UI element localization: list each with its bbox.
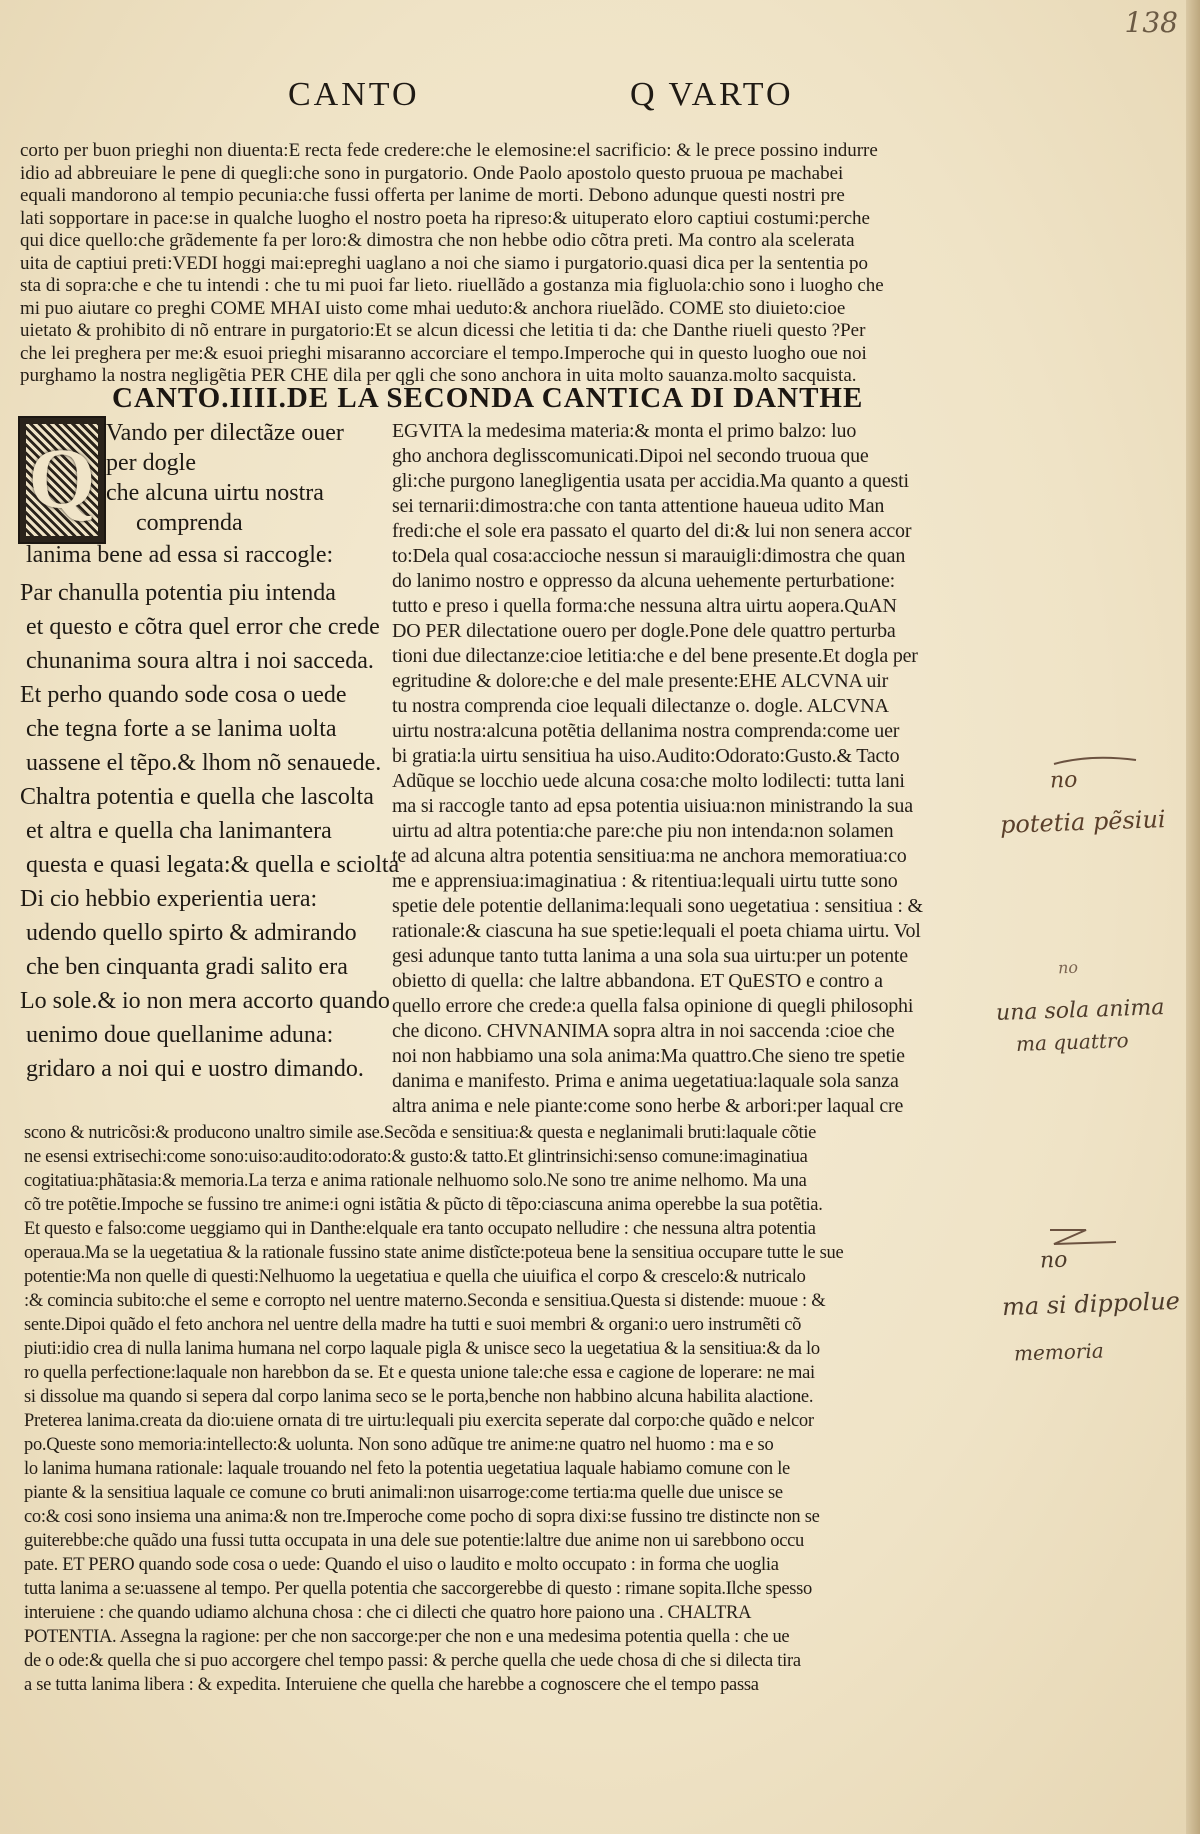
commentary-line: EGVITA la medesima materia:& monta el primo balzo: luo: [392, 420, 857, 442]
commentary-line: qui dice quello:che grãdemente fa per loro:& dimostra che non hebbe odio cõtra preti. Ma contro ala scelerata: [20, 230, 855, 251]
verse-line: Par chanulla potentia piu intenda: [20, 580, 336, 606]
commentary-line: noi non habbiamo una sola anima:Ma quattro.Che sieno tre spetie: [392, 1045, 905, 1067]
page-gutter-shadow: [1186, 0, 1200, 1834]
commentary-line: gho anchora deglisscomunicati.Dipoi nel secondo truoua que: [392, 445, 869, 467]
commentary-line: co:& cosi sono insiema una anima:& non tre.Imperoche come pocho di sopra dixi:se fussino tre distincte non se: [24, 1507, 820, 1527]
verse-line: udendo quello spirto & admirando: [26, 920, 357, 946]
commentary-line: te ad alcuna altra potentia sensitiua:ma ne anchora memoratiua:co: [392, 845, 907, 867]
commentary-line: equali mandorono al tempio pecunia:che fussi offerta per lanime de morti. Debono adunque questi nostri pre: [20, 185, 845, 206]
verse-line: Di cio hebbio experientia uera:: [20, 886, 318, 912]
commentary-line: gesi adunque tanto tutta lanima a una sola sua uirtu:per un potente: [392, 945, 908, 967]
verse-line: uenimo doue quellanime aduna:: [26, 1022, 334, 1048]
verse-line: lanima bene ad essa si raccogle:: [26, 542, 334, 568]
commentary-line: danima e manifesto. Prima e anima uegetatiua:laquale sola sanza: [392, 1070, 899, 1092]
commentary-line: lati sopportare in pace:se in qualche luogho el nostro poeta ha ripreso:& uituperato eloro captiui costumi:perche: [20, 207, 870, 229]
verse-line: Et perho quando sode cosa o uede: [20, 682, 347, 708]
commentary-line: uirtu nostra:alcuna potẽtia dellanima nostra comprenda:come uer: [392, 720, 900, 742]
marginal-stroke: [1046, 1226, 1136, 1250]
commentary-line: uita de captiui preti:VEDI hoggi mai:epreghi uaglano a noi che siamo i purgatorio.quasi dica per la sententia po: [20, 252, 869, 274]
running-head-left: CANTO: [288, 76, 420, 113]
commentary-line: che dicono. CHVNANIMA sopra altra in noi saccenda :cioe che: [392, 1020, 895, 1042]
commentary-line: gli:che purgono lanegligentia usata per accidia.Ma quanto a questi: [392, 470, 909, 492]
verse-line: per dogle: [106, 450, 196, 476]
verse-line: che ben cinquanta gradi salito era: [26, 954, 348, 980]
commentary-line: bi gratia:la uirtu sensitiua ha uiso.Audito:Odorato:Gusto.& Tacto: [392, 745, 900, 767]
verse-line: che tegna forte a se lanima uolta: [26, 716, 337, 742]
commentary-line: Adũque se locchio uede alcuna cosa:che molto lodilecti: tutta lani: [392, 770, 905, 792]
folio-number: 138: [1124, 6, 1178, 39]
commentary-line: uietato & prohibito di nõ entrare in purgatorio:Et se alcun dicessi che letitia ti da: che Danthe riueli questo ?Per: [20, 320, 866, 341]
commentary-line: scono & nutricõsi:& producono unaltro simile ase.Secõda e sensitiua:& questa e neglanimali bruti:laquale cõtie: [24, 1123, 817, 1143]
verse-line: Vando per dilectãze ouer: [106, 420, 344, 446]
initial-letter: Q: [28, 430, 96, 526]
marginal-note: no: [1039, 1247, 1068, 1274]
commentary-line: operaua.Ma se la uegetatiua & la rationale fussino state anime distĩcte:poteua bene la sensitiua occupare tutte le sue: [24, 1243, 844, 1263]
commentary-line: tutta lanima a se:uassene al tempo. Per quella potentia che saccorgerebbe di questo : rimane sopita.Ilche spesso: [24, 1579, 813, 1599]
marginal-note: una sola anima: [995, 995, 1165, 1026]
commentary-line: po.Queste sono memoria:intellecto:& uolunta. Non sono adũque tre anime:ne quatro nel huomo : ma e so: [24, 1435, 774, 1455]
canto-heading: CANTO.IIII.DE LA SECONDA CANTICA DI DANTHE: [112, 382, 864, 414]
commentary-line: DO PER dilectatione ouero per dogle.Pone dele quattro perturba: [392, 620, 896, 642]
commentary-line: cogitatiua:phãtasia:& memoria.La terza e anima rationale nelhuomo solo.Ne sono tre anime nelhomo. Ma una: [24, 1171, 807, 1191]
commentary-line: do lanimo nostro e oppresso da alcuna uehemente perturbatione:: [392, 570, 895, 592]
marginal-note: no: [1057, 957, 1079, 978]
commentary-line: me e apprensiua:imaginatiua : & ritentiua:lequali uirtu tutte sono: [392, 870, 898, 892]
commentary-line: sente.Dipoi quãdo el feto anchora nel uentre della madre ha tutti e suoi membri & organi:o uero instrumẽti cõ: [24, 1315, 802, 1335]
commentary-line: ro quella perfectione:laquale non harebbon da se. Et e questa unione tale:che essa e cagione de loperare: ne mai: [24, 1363, 815, 1383]
commentary-line: si dissolue ma quando si sepera dal corpo lanima seco se le porta,benche non habbino alcuna habilita alactione.: [24, 1387, 814, 1407]
commentary-line: sei ternarii:dimostra:che con tanta attentione haueua udito Man: [392, 495, 885, 517]
commentary-line: :& comincia subito:che el seme e corropto nel uentre materno.Seconda e sensitiua.Questa si distende: muoue : &: [24, 1291, 826, 1311]
commentary-line: Et questo e falso:come ueggiamo qui in Danthe:elquale era tanto occupato nelludire : che nessuna altra potentia: [24, 1219, 816, 1239]
commentary-line: fredi:che el sole era passato el quarto del di:& lui non senera accor: [392, 520, 912, 542]
commentary-line: tu nostra comprenda cioe lequali dilectanze o. dogle. ALCVNA: [392, 695, 889, 717]
commentary-line: interuiene : che quando udiamo alchuna chosa : che ci dilecti che quatro hore paiono una . CHALTRA: [24, 1603, 752, 1623]
commentary-line: rationale:& ciascuna ha sue spetie:lequali el poeta chiama uirtu. Vol: [392, 920, 921, 942]
commentary-line: POTENTIA. Assegna la ragione: per che non saccorge:per che non e una medesima potentia quella : che ue: [24, 1627, 790, 1647]
verse-line: uassene el tẽpo.& lhom nõ senauede.: [26, 750, 382, 776]
commentary-line: piante & la sensitiua laquale ce comune co bruti animali:non uisarroge:come tertia:ma quelle due unisce se: [24, 1483, 783, 1503]
commentary-line: che lei preghera per me:& esuoi prieghi misaranno accorciare el tempo.Imperoche qui in questo luogho oue noi: [20, 342, 867, 364]
commentary-line: egritudine & dolore:che e del male presente:EHE ALCVNA uir: [392, 670, 889, 692]
verse-line: chunanima soura altra i noi sacceda.: [26, 648, 374, 674]
verse-line: gridaro a noi qui e uostro dimando.: [26, 1056, 364, 1082]
marginal-note: ma quattro: [1015, 1028, 1129, 1056]
commentary-line: tioni due dilectanze:cioe letitia:che e del bene presente.Et dogla per: [392, 645, 918, 667]
commentary-line: ma si raccogle tanto ad epsa potentia uisiua:non ministrando la sua: [392, 795, 913, 817]
commentary-line-extra: purghamo la nostra negligẽtia PER CHE dila per qgli che sono anchora in uita molto sauanza.molto sacquista.: [20, 365, 857, 386]
commentary-line: guiterebbe:che quãdo una fussi tutta occupata in una dele sue potentie:laltre due anime non ui sarebbono occu: [24, 1531, 804, 1551]
commentary-line: obietto di quella: che laltre abbandona. ET QuESTO e contro a: [392, 970, 883, 992]
verse-line: comprenda: [136, 510, 243, 536]
commentary-line: lo lanima humana rationale: laquale trouando nel feto la potentia uegetatiua laquale habiamo comune con le: [24, 1459, 790, 1479]
commentary-line: quello errore che crede:a quella falsa opinione di quegli philosophi: [392, 995, 914, 1017]
marginal-note: ma si dippolue: [1001, 1286, 1181, 1322]
commentary-line: ne esensi extrisechi:come sono:uiso:audito:odorato:& gusto:& tatto.Et glintrinsichi:senso comune:imaginatiua: [24, 1147, 808, 1167]
marginal-note: potetia pẽsiui: [999, 805, 1167, 839]
commentary-line: cõ tre potẽtie.Impoche se fussino tre anime:i ogni istãtia & pũcto di tẽpo:ciascuna anima operebbe la sua potẽtia.: [24, 1195, 823, 1215]
verse-line: che alcuna uirtu nostra: [106, 480, 324, 506]
drop-initial-q: [18, 416, 106, 544]
commentary-line: corto per buon prieghi non diuenta:E recta fede credere:che le elemosine:el sacrificio: & le prece possino indurre: [20, 140, 878, 161]
commentary-line: uirtu ad altra potentia:che pare:che piu non intenda:non solamen: [392, 820, 894, 842]
commentary-line: altra anima e nele piante:come sono herbe & arbori:per laqual cre: [392, 1095, 904, 1117]
commentary-line: tutto e preso i quella forma:che nessuna altra uirtu aopera.QuAN: [392, 595, 897, 617]
verse-line: questa e quasi legata:& quella e sciolta: [26, 852, 400, 878]
commentary-line: Preterea lanima.creata da dio:uiene ornata di tre uirtu:lequali piu exercita seperate dal corpo:che quãdo e nelcor: [24, 1411, 814, 1431]
commentary-line: de o ode:& quella che si puo accorgere chel tempo passi: & perche quella che uede chosa di che si dilecta tira: [24, 1651, 801, 1671]
verse-line: et altra e quella cha lanimantera: [26, 818, 332, 844]
commentary-line: mi puo aiutare co preghi COME MHAI uisto come mhai ueduto:& anchora riuelãdo. COME sto diuieto:cioe: [20, 297, 846, 319]
commentary-line: potentie:Ma non quelle di questi:Nelhuomo la uegetatiua e quella che uiuifica el corpo & crescelo:& nutricalo: [24, 1267, 806, 1287]
commentary-line: spetie dele potentie dellanima:lequali sono uegetatiua : sensitiua : &: [392, 895, 923, 917]
marginal-note: no: [1049, 767, 1078, 794]
verse-line: Lo sole.& io non mera accorto quando: [20, 988, 390, 1014]
verse-line: Chaltra potentia e quella che lascolta: [20, 784, 374, 810]
verse-line: et questo e cõtra quel error che crede: [26, 614, 380, 640]
commentary-line: idio ad abbreuiare le pene di quegli:che sono in purgatorio. Onde Paolo apostolo questo pruoua pe machabei: [20, 162, 844, 184]
commentary-line: sta di sopra:che e che tu intendi : che tu mi puoi far lieto. riuellãdo a gostanza mia figluola:chio sono i luogho che: [20, 275, 884, 296]
marginal-note: memoria: [1013, 1338, 1105, 1366]
commentary-line: piuti:idio crea di nulla lanima humana nel corpo laquale pigla & unisce seco la uegetatiua & la sensitiua:& da lo: [24, 1339, 820, 1359]
running-head-right: Q VARTO: [630, 76, 794, 113]
commentary-line: a se tutta lanima libera : & expedita. Interuiene che quella che harebbe a cognoscere che el tempo passa: [24, 1675, 759, 1695]
commentary-line: to:Dela qual cosa:accioche nessun si marauigli:dimostra che quan: [392, 545, 906, 567]
marginal-stroke: [1050, 752, 1140, 772]
commentary-line: pate. ET PERO quando sode cosa o uede: Quando el uiso o laudito e molto occupato : in forma che uoglia: [24, 1555, 779, 1575]
